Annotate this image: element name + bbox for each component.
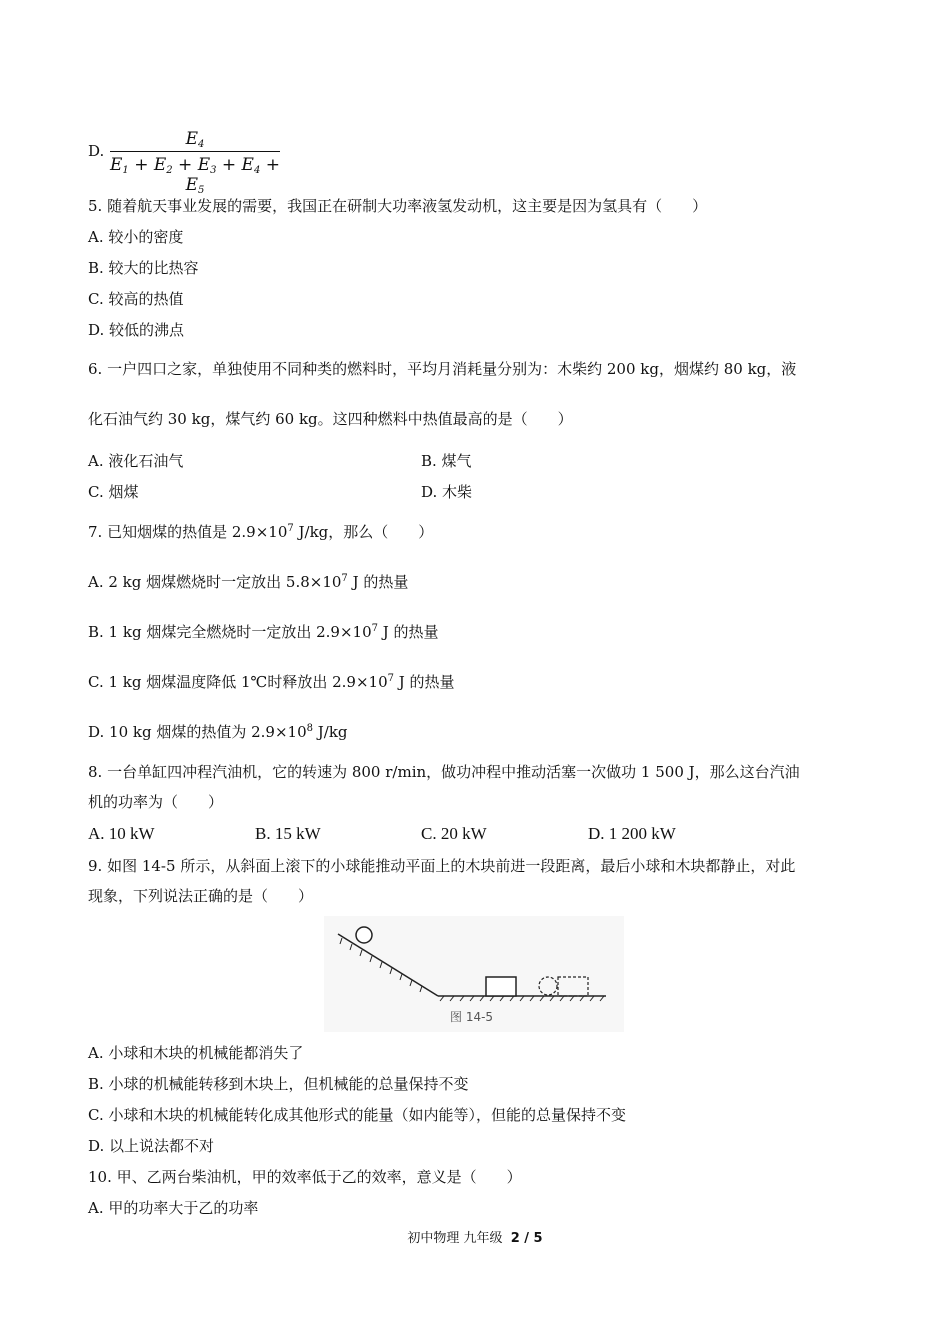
q7-option-a: A. 2 kg 烟煤燃烧时一定放出 $5.8\times 10^7$ J 的热量 <box>88 573 409 591</box>
q10-option-a: A. 甲的功率大于乙的功率 <box>88 1199 259 1217</box>
q7-option-b: B. 1 kg 烟煤完全燃烧时一定放出 $2.9\times 10^7$ J 的热量 <box>88 623 439 641</box>
q8-option-b: B. 15 kW <box>255 824 321 843</box>
q4-fraction <box>110 128 280 195</box>
ball <box>356 927 372 943</box>
q7-option-c: C. 1 kg 烟煤温度降低 1℃时释放出 $2.9\times 10^7$ J 的热量 <box>88 673 455 691</box>
q8-stem-line2: 机的功率为（ ） <box>88 793 224 811</box>
q5-stem: 5. 随着航天事业发展的需要，我国正在研制大功率液氢发动机，这主要是因为氢具有（ ） <box>88 197 708 215</box>
fraction-bar <box>110 151 280 152</box>
footer-label: 初中物理 九年级 <box>407 1231 503 1246</box>
q8-option-c: C. 20 kW <box>421 824 487 843</box>
q9-option-b: B. 小球的机械能转移到木块上，但机械能的总量保持不变 <box>88 1075 469 1093</box>
q9-option-a: A. 小球和木块的机械能都消失了 <box>88 1044 304 1062</box>
q8-option-a: A. 10 kW <box>88 824 155 843</box>
q6-option-b: B. 煤气 <box>421 452 472 470</box>
q9-option-c: C. 小球和木块的机械能转化成其他形式的能量（如内能等），但能的总量保持不变 <box>88 1106 626 1124</box>
q5-option-a: A. 较小的密度 <box>88 228 184 246</box>
q4-option-d-label: D. <box>88 142 105 160</box>
q5-option-d: D. 较低的沸点 <box>88 321 185 339</box>
q9-stem-line2: 现象，下列说法正确的是（ ） <box>88 887 314 905</box>
q7-option-d: D. 10 kg 烟煤的热值为 $2.9\times 10^8$ J/kg <box>88 723 348 741</box>
q6-option-d: D. 木柴 <box>421 483 473 501</box>
q6-option-c: C. 烟煤 <box>88 483 139 501</box>
q9-stem-line1: 9. 如图 14-5 所示，从斜面上滚下的小球能推动平面上的木块前进一段距离，最后小球和木块都静止，对此 <box>88 857 796 875</box>
q9-option-d: D. 以上说法都不对 <box>88 1137 215 1155</box>
fraction-denominator: $E_1 + E_2 + E_3 + E_4 + E_5$ <box>110 155 280 196</box>
q6-option-a: A. 液化石油气 <box>88 452 184 470</box>
q10-stem: 10. 甲、乙两台柴油机，甲的效率低于乙的效率，意义是（ ） <box>88 1168 522 1186</box>
incline-figure <box>324 916 624 1032</box>
fraction-numerator: $E_4$ <box>185 129 205 150</box>
q5-option-c: C. 较高的热值 <box>88 290 184 308</box>
q8-option-d: D. 1 200 kW <box>588 824 676 843</box>
q8-stem-line1: 8. 一台单缸四冲程汽油机，它的转速为 800 r/min，做功冲程中推动活塞一次做功 1 500 J，那么这台汽油 <box>88 763 800 781</box>
q6-stem-line1: 6. 一户四口之家，单独使用不同种类的燃料时，平均月消耗量分别为：木柴约 200 kg，烟煤约 80 kg，液 <box>88 360 797 378</box>
page-number: 2 / 5 <box>510 1231 543 1246</box>
q6-stem-line2: 化石油气约 30 kg，煤气约 60 kg。这四种燃料中热值最高的是（ ） <box>88 410 573 428</box>
q7-stem: 7. 已知烟煤的热值是 $2.9\times 10^7$ J/kg，那么（ ） <box>88 523 434 541</box>
wooden-block <box>486 977 516 996</box>
q5-option-b: B. 较大的比热容 <box>88 259 199 277</box>
page-footer <box>0 1227 950 1246</box>
figure-caption: 图 14-5 <box>450 1010 494 1024</box>
